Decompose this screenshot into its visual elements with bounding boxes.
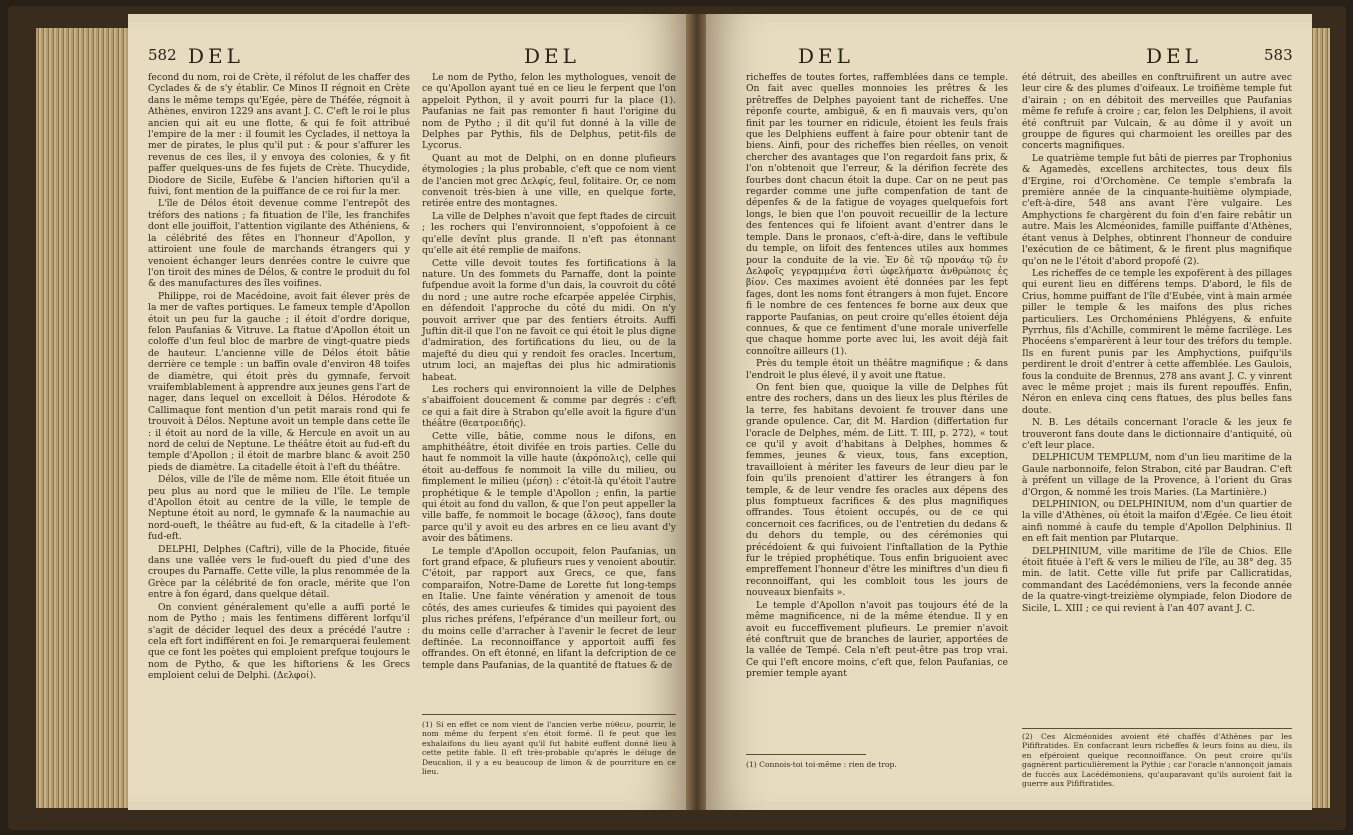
right-page (706, 14, 1312, 810)
paragraph: Délos, ville de l'île de même nom. Elle étoit fituée un peu plus au nord que le milieu de l'île. Le temple d'Apollon étoit au centre de la ville, le temple de Neptune étoit au nord, le gymnafe & la naumachie au nord-oueft, le théâtre au fud-eft, & la citadelle à l'eft-fud-eft. (148, 474, 410, 543)
paragraph: DELPHINIUM, ville maritime de l'île de Chios. Elle étoit fituée à l'eft & vers le milieu de l'île, au 38° deg. 35 min. de latit. Cette ville fut prife par Callicratidas, commandant des Lacédémoniens, vers la feconde année de la quatre-vingt-treizième olympiade, felon Diodore de Sicile, L. XIII ; ce qui revient à l'an 407 avant J. C. (1022, 545, 1292, 614)
paragraph: Les richeffes de ce temple les expofèrent à des pillages qui eurent lieu en différens temps. D'abord, le fils de Crius, homme puiffant de l'île d'Eubée, vint à main armée piller le temple & les maifons des plus riches particuliers. Les Orchoméniens Phlégyens, & enfuite Pyrrhus, fils d'Achille, commirent le même facrilège. Les Phocéens s'emparèrent à leur tour des tréfors du temple. Ils en furent punis par les Amphyctions, puifqu'ils perdirent le droit d'entrer à cette affemblée. Les Gaulois, fous la conduite de Brennus, 278 ans avant J. C. y vinrent avec le même projet ; mais ils furent repouffés. Enfin, Néron en enleva cinq cens ftatues, des plus belles fans doute. (1022, 267, 1292, 416)
paragraph: On convient généralement qu'elle a auffi porté le nom de Pytho ; mais les fentimens diffèrent lorfqu'il s'agit de décider lequel des deux a précédé l'autre : cela eft fort indifférent en foi. Je remarquerai feulement que ce font les poètes qui emploient prefque toujours le nom de Pytho, & que les hiftoriens & les Grecs emploient celui de Delphi. (Δελφοί). (148, 601, 410, 682)
paragraph: DELPHICUM TEMPLUM, nom d'un lieu maritime de la Gaule narbonnoife, felon Strabon, cité par Baudran. C'eft à préfent un village de la Provence, à l'orient du Gras d'Orgon, & nommé les trois Maries. (La Martinière.) (1022, 452, 1292, 498)
paragraph: La ville de Delphes n'avoit que fept ftades de circuit ; les rochers qui l'environnoient, s'oppofoient à ce qu'elle devînt plus grande. Il n'eft pas étonnant qu'elle ait été remplie de maifons. (422, 210, 676, 257)
paragraph: DELPHI, Delphes (Caftri), ville de la Phocide, fituée dans une vallée vers le fud-oueft du pied d'une des croupes du Parnaffe. Cette ville, la plus renommée de la Grèce par la célébrité de fon oracle, mérite que l'on entre à fon égard, dans quelque détail. (148, 543, 410, 601)
right-footnote-2: (2) Ces Alcméonides avoient été chaffés d'Athènes par les Pififtratides. En confacrant leurs richeffes & leurs foins au dieu, ils en efpéroient quelque reconnoiffance. On peut croire qu'ils gagnèrent particulièrement la Pythie ; car l'oracle n'annonçoit jamais de fuccès aux Lacédémoniens, qu'auparavant qu'ils auroient fait la guerre aux Pififtratides. (1022, 732, 1292, 789)
footnote-rule (1022, 728, 1292, 729)
paragraph: L'île de Délos étoit devenue comme l'entrepôt des tréfors des nations ; fa fituation de l'île, les franchifes dont elle jouiffoit, l'attention vigilante des Athéniens, & la célébrité des fêtes en l'honneur d'Apollon, y attiroient une foule de marchands étrangers qui y venoient échanger leurs denrées contre le cuivre que l'on tiroit des mines de Délos, & contre le produit du fol & des manufactures des îles voifines. (148, 198, 410, 290)
right-column-1 (746, 72, 1008, 681)
paragraph: Les rochers qui environnoient la ville de Delphes s'abaiffoient doucement & comme par degrés : c'eft ce qui a fait dire à Strabon qu'elle avoit la figure d'un théâtre (θεατροειδής). (422, 383, 676, 430)
right-running-head-1: DEL (798, 44, 854, 68)
left-footnote: (1) Si en effet ce nom vient de l'ancien verbe πύθειν, pourrir, le nom même du ferpent s'en étoit formé. Il fe peut que les exhalaifons du lieu ayant qu'il fut habité euffent donné lieu à cette petite fable. Il eft très-probable qu'après le déluge de Deucalion, il y a eu beaucoup de limon & de pourriture en ce lieu. (422, 720, 676, 777)
right-footnote-1: (1) Connois-toi toi-même : rien de trop. (746, 760, 897, 769)
paragraph: fecond du nom, roi de Crète, il réfolut de les chaffer des Cyclades & de s'y établir. Ce Minos II régnoit en Crète dans le même temps qu'Egée, père de Théfée, régnoit à Athènes, environ 1229 ans avant J. C. C'eft le roi le plus ancien qui ait eu une flotte, & qui fe foit attribué l'empire de la mer : il foumit les Cyclades, il nettoya la mer de pirates, le plus qu'il put : & pour s'affurer les revenus de ces îles, il y envoya des colonies, & y fit paffer quelques-uns de fes fujets de Crète. Thucydide, Diodore de Sicile, Eufèbe & l'ancien hiftorien qu'il a fuivi, font mention de la puiffance de ce roi fur la mer. (148, 72, 410, 198)
paragraph: N. B. Les détails concernant l'oracle & les jeux fe trouveront fans doute dans le dictionnaire d'antiquité, où c'eft leur place. (1022, 417, 1292, 451)
paragraph: été détruit, des abeilles en conftruifirent un autre avec leur cire & des plumes d'oifeaux. Le troifième temple fut d'airain ; on en débitoit des merveilles que Paufanias même fe refufe à croire ; car, felon les Delphiens, il avoit été conftruit par Vulcain, & au dôme il y avoit un grouppe de figures qui charmoient les oreilles par des concerts magnifiques. (1022, 72, 1292, 152)
left-page-edges (36, 28, 130, 808)
left-page (128, 14, 688, 810)
footnote-rule (746, 754, 866, 755)
book-gutter (686, 14, 708, 810)
right-page-number: 583 (1264, 46, 1293, 64)
paragraph: richeffes de toutes fortes, raffemblées dans ce temple. On fait avec quelles monnoies les prêtres & les prêtreffes de Delphes payoient tant de richeffes. Une réponfe courte, ambiguë, & en fi mauvais vers, qu'on finit par les tourner en ridicule, étoient les feuls frais que les Delphiens euffent à faire pour obtenir tant de biens. Ainfi, pour des richeffes bien réelles, on venoit chercher des avantages que l'on regardoit fans prix, & l'on n'obtenoit que l'erreur, & la dérifion fecrète des fourbes dont chacun étoit la dupe. Car on ne peut pas regarder comme une jufte compenfation de tant de dépenfes & de la fatigue de voyages quelquefois fort longs, le bien que l'on pouvoit recueillir de la lecture des fentences qui fe lifoient avant d'entrer dans le temple. Dans le pronaos, c'eft-à-dire, dans le veftibule du temple, on lifoit des fentences utiles aux hommes pour la conduite de la vie. Ἐν δὲ τῷ προνάῳ τῷ ἐν Δελφοῖς γεγραμμένα ἐστὶ ὠφελήματα ἀνθρώποις ἐς βίον. Ces maximes avoient été données par les fept fages, dont les noms font étrangers à mon fujet. Encore fi le nombre de ces fentences fe borne aux deux que rapporte Paufanias, on peut croire qu'elles étoient déja connues, & que ce fentiment d'une morale univerfelle que chaque homme porte avec lui, les avoit déjà fait connoître ailleurs (1). (746, 72, 1008, 357)
left-page-number: 582 (148, 46, 177, 64)
footnote-rule (422, 714, 676, 715)
right-page-edges (1310, 28, 1330, 808)
paragraph: Près du temple étoit un théâtre magnifique ; & dans l'endroit le plus élevé, il y avoit une ftatue. (746, 358, 1008, 381)
right-column-2 (1022, 72, 1292, 615)
left-running-head-2: DEL (524, 44, 580, 68)
paragraph: Le temple d'Apollon n'avoit pas toujours été de la même magnificence, ni de la même étendue. Il y en avoit eu fucceffivement plufieurs. Le premier n'avoit été conftruit que de branches de laurier, apportées de la vallée de Tempé. Cela n'eft peut-être pas trop vrai. Ce qui l'eft encore moins, c'eft que, felon Paufanias, ce premier temple ayant (746, 599, 1008, 680)
paragraph: Le temple d'Apollon occupoit, felon Paufanias, un fort grand efpace, & plufieurs rues y venoient aboutir. C'étoit, par rapport aux Grecs, ce que, fans comparaifon, Notre-Dame de Lorette fut long-temps en Italie. Une fainte vénération y amenoit de tous côtés, des ames curieufes & timides qui payoient des plus riches préfens, l'efpérance d'un meilleur fort, ou du moins celle d'arracher à l'avenir le fecret de leur deftinée. La reconnoiffance y apportoit auffi fes offrandes. On eft étonné, en lifant la defcription de ce temple dans Paufanias, de la quantité de ftatues & de (422, 545, 676, 671)
paragraph: Cette ville, bâtie, comme nous le difons, en amphithéâtre, étoit divifée en trois parties. Celle du haut fe nommoit la ville haute (ἀκρόπολις), celle qui étoit au-deffous fe nommoit la ville du milieu, ou fimplement le milieu (μέση) : c'étoit-là qu'étoit l'autre prophétique & le temple d'Apollon ; enfin, la partie qui étoit au fond du vallon, & que l'on peut appeller la ville baffe, fe nommoit le bocage (ἄλσος), fans doute parce qu'il y avoit eu des arbres en ce lieu avant d'y avoir des bâtimens. (422, 430, 676, 545)
left-column-2 (422, 72, 676, 672)
paragraph: On fent bien que, quoique la ville de Delphes fût entre des rochers, dans un des lieux les plus ftériles de la terre, fes habitans devoient fe trouver dans une grande opulence. Car, dit M. Hardion (differtation fur l'oracle de Delphes, mém. de Litt. T. III, p. 272), « tout ce qu'il y avoit d'habitans à Delphes, hommes & femmes, jeunes & vieux, tous, fans exception, travailloient à mériter les faveurs de leur dieu par le foin qu'ils prenoient d'attirer les étrangers à fon temple, & de leur vendre fes oracles aux dépens des plus fomptueux facrifices & des plus magnifiques offrandes. Tous étoient occupés, ou de ce qui concernoit ces facrifices, ou de l'entretien du dedans & du dehors du temple, ou des cérémonies qui précédoient & qui fuivoient l'inftallation de la Pythie fur le trépied prophétique. Tous enfin briguoient avec empreffement l'honneur d'être les miniftres d'un dieu fi reconnoiffant, qui les combloit tous les jours de nouveaux bienfaits ». (746, 381, 1008, 599)
paragraph: Quant au mot de Delphi, on en donne plufieurs étymologies ; la plus probable, c'eft que ce nom vient de l'ancien mot grec Δελφίς, feul, folitaire. Or, ce nom convenoit très-bien à une ville, en quelque forte, retirée entre des montagnes. (422, 152, 676, 210)
paragraph: Le quatrième temple fut bâti de pierres par Trophonius & Agamedès, excellens architectes, tous deux fils d'Ergine, roi d'Orchomène. Ce temple s'embrafa la première année de la cinquante-huitième olympiade, c'eft-à-dire, 548 ans avant l'ère vulgaire. Les Amphyctions fe chargèrent du foin d'en faire rebâtir un autre. Mais les Alcméonides, famille puiffante d'Athènes, étant venus à Delphes, obtinrent l'honneur de conduire l'exécution de ce bâtiment, & le firent plus magnifique qu'on ne le l'étoit d'abord propofé (2). (1022, 152, 1292, 267)
paragraph: Philippe, roi de Macédoine, avoit fait élever près de la mer de vaftes portiques. Le fameux temple d'Apollon étoit un peu fur la gauche ; il étoit d'ordre dorique, felon Paufanias & Vitruve. La ftatue d'Apollon étoit un coloffe d'un feul bloc de marbre de vingt-quatre pieds de hauteur. L'ancienne ville de Délos étoit bâtie derrière ce temple : un baffin ovale d'environ 48 toifes de diamètre, qui étoit près du gymnafe, fervoit vraifemblablement à apprendre aux jeunes gens l'art de nager, dans lequel on excelloit à Délos. Hérodote & Callimaque font mention d'un petit marais rond qui fe trouvoit à Délos. Neptune avoit un temple dans cette île : il étoit au nord de la ville, & Hercule en avoit un au nord de celui de Neptune. Le théâtre étoit au fud-eft du temple d'Apollon ; il étoit de marbre blanc & avoit 250 pieds de diamètre. La citadelle étoit à l'eft du théâtre. (148, 290, 410, 473)
right-running-head-2: DEL (1146, 44, 1202, 68)
paragraph: DELPHINION, ou DELPHINIUM, nom d'un quartier de la ville d'Athènes, où étoit la maifon d'Ægée. Ce lieu étoit ainfi nommé à caufe du temple d'Apollon Delphinius. Il en eft fait mention par Plutarque. (1022, 499, 1292, 545)
paragraph: Le nom de Pytho, felon les mythologues, venoit de ce qu'Apollon ayant tué en ce lieu le ferpent que l'on appeloit Python, il y avoit pourri fur la place (1). Paufanias ne fait pas remonter fi haut l'origine du nom de Pytho ; il dit qu'il fut donné à la ville de Delphes par Pythis, fils de Delphus, petit-fils de Lycorus. (422, 72, 676, 152)
paragraph: Cette ville devoit toutes fes fortifications à la nature. Un des fommets du Parnaffe, dont la pointe fufpendue avoit la forme d'un dais, la couvroit du côté du nord ; une autre roche efcarpée appelée Cirphis, en défendoit l'approche du côté du midi. On n'y pouvoit arriver que par des fentiers étroits. Auffi Juftin dit-il que l'on ne favoit ce qui étoit le plus digne d'admiration, des fortifications du lieu, ou de la majefté du dieu qui y rendoit fes oracles. Incertum, utrum loci, an majeftas dei plus hic admirationis habeat. (422, 257, 676, 383)
left-column-1 (148, 72, 410, 683)
left-running-head-1: DEL (188, 44, 244, 68)
